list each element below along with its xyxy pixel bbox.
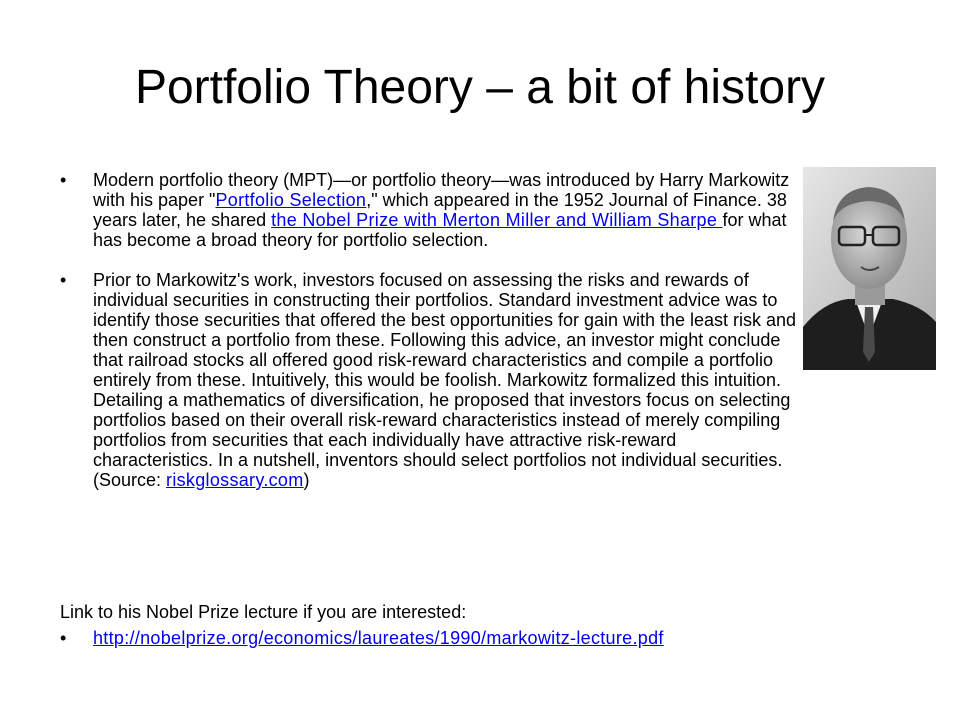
paragraph-text: Prior to Markowitz's work, investors focused on assessing the risks and rewards of individual securities in constructing their portfolios. Standard investment advice was to identify those securities that offered the best opportunities for gain with the least risk and then construct a portfolio from these. Following this advice, an investor might conclude that railroad stocks all offered good risk-reward characteristics and compile a portfolio entirely from these. Intuitively, this would be foolish. Markowitz formalized this intuition. Detailing a mathematics of diversification, he proposed that investors focus on selecting portfolios based on their overall risk-reward characteristics instead of merely compiling portfolios from securities that each individually have attractive risk-reward characteristics. In a nutshell, inventors should select portfolios not individual securities. (Source: bbox=[93, 270, 797, 490]
bullet-paragraph-mpt bbox=[60, 170, 800, 250]
paragraph-text: for what has become a broad theory for portfolio selection. bbox=[93, 210, 787, 250]
bullet-icon: • bbox=[60, 270, 67, 290]
portrait-photo bbox=[803, 167, 936, 370]
nobel-lecture-link[interactable]: http://nobelprize.org/economics/laureates/1990/markowitz-lecture.pdf bbox=[93, 628, 664, 648]
lecture-caption: Link to his Nobel Prize lecture if you are interested: bbox=[60, 602, 467, 622]
riskglossary-link[interactable]: riskglossary.com bbox=[166, 470, 304, 490]
markowitz-portrait bbox=[803, 167, 936, 370]
paragraph-text: Modern portfolio theory (MPT)—or portfolio theory—was introduced by Harry Markowitz with his paper " bbox=[93, 170, 790, 210]
paragraph-text: ," which appeared in the 1952 Journal of Finance. 38 years later, he shared bbox=[93, 190, 787, 230]
bullet-icon: • bbox=[60, 170, 67, 190]
paragraph-text: ) bbox=[303, 470, 310, 490]
nobel-prize-link[interactable]: the Nobel Prize with Merton Miller and William Sharpe bbox=[271, 210, 723, 230]
slide-title: Portfolio Theory – a bit of history bbox=[134, 61, 826, 114]
bullet-icon: • bbox=[60, 628, 67, 648]
portfolio-selection-link[interactable]: Portfolio Selection bbox=[215, 190, 367, 210]
bullet-list bbox=[60, 170, 800, 490]
bullet-paragraph-history bbox=[60, 270, 800, 490]
